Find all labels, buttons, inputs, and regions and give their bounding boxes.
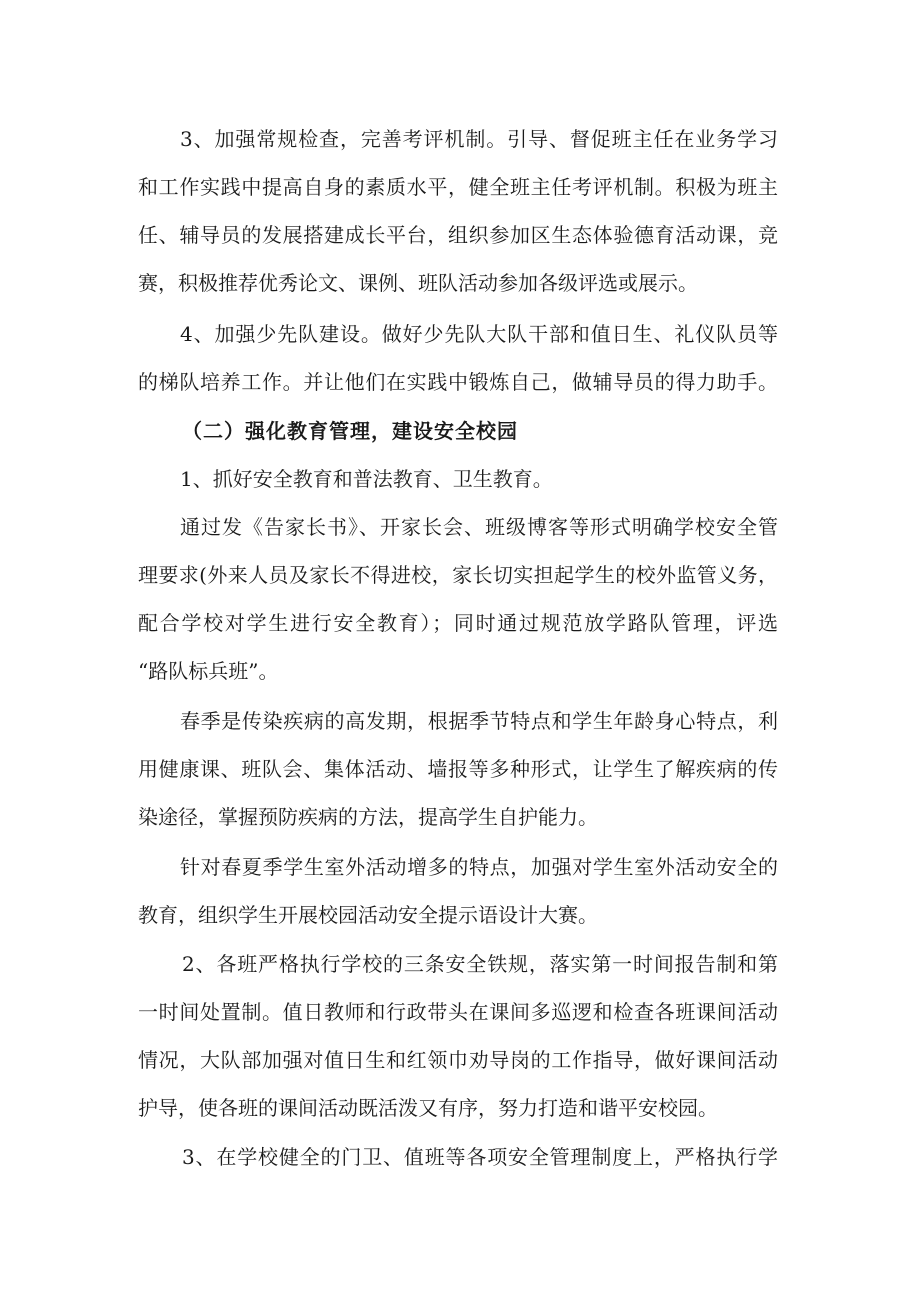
paragraph-line: 针对春夏季学生室外活动增多的特点，加强对学生室外活动安全的: [180, 855, 778, 879]
paragraph-line: 染途径，掌握预防疾病的方法，提高学生自护能力。: [138, 805, 598, 829]
section-heading: （二）强化教育管理，建设安全校园: [182, 419, 518, 443]
paragraph-line: 理要求(外来人员及家长不得进校，家长切实担起学生的校外监管义务，: [138, 563, 778, 587]
paragraph-line: 任、辅导员的发展搭建成长平台，组织参加区生态体验德育活动课，竞: [138, 223, 778, 247]
paragraph-line: 用健康课、班队会、集体活动、墙报等多种形式，让学生了解疾病的传: [138, 757, 778, 781]
paragraph-line: 情况，大队部加强对值日生和红领巾劝导岗的工作指导，做好课间活动: [138, 1048, 778, 1072]
paragraph-line: “路队标兵班”。: [138, 659, 279, 683]
paragraph-line: 2、各班严格执行学校的三条安全铁规，落实第一时间报告制和第: [182, 952, 778, 976]
paragraph-line: 1、抓好安全教育和普法教育、卫生教育。: [180, 467, 553, 491]
paragraph-line: 通过发《告家长书》、开家长会、班级博客等形式明确学校安全管: [180, 515, 778, 539]
paragraph-line: 春季是传染疾病的高发期，根据季节特点和学生年龄身心特点，利: [180, 709, 778, 733]
paragraph-line: 护导，使各班的课间活动既活泼又有序，努力打造和谐平安校园。: [138, 1096, 718, 1120]
paragraph-line: 教育，组织学生开展校园活动安全提示语设计大赛。: [138, 903, 598, 927]
paragraph-line: 配合学校对学生进行安全教育）；同时通过规范放学路队管理，评选: [138, 611, 778, 635]
paragraph-line: 3、在学校健全的门卫、值班等各项安全管理制度上，严格执行学: [182, 1145, 778, 1169]
paragraph-line: 和工作实践中提高自身的素质水平，健全班主任考评机制。积极为班主: [138, 175, 778, 199]
paragraph-line: 的梯队培养工作。并让他们在实践中锻炼自己，做辅导员的得力助手。: [138, 370, 778, 394]
paragraph-line: 4、加强少先队建设。做好少先队大队干部和值日生、礼仪队员等: [180, 322, 778, 346]
paragraph-line: 3、加强常规检查，完善考评机制。引导、督促班主任在业务学习: [180, 127, 778, 151]
paragraph-line: 赛，积极推荐优秀论文、课例、班队活动参加各级评选或展示。: [138, 271, 698, 295]
paragraph-line: 一时间处置制。值日教师和行政带头在课间多巡逻和检查各班课间活动: [138, 1000, 778, 1024]
